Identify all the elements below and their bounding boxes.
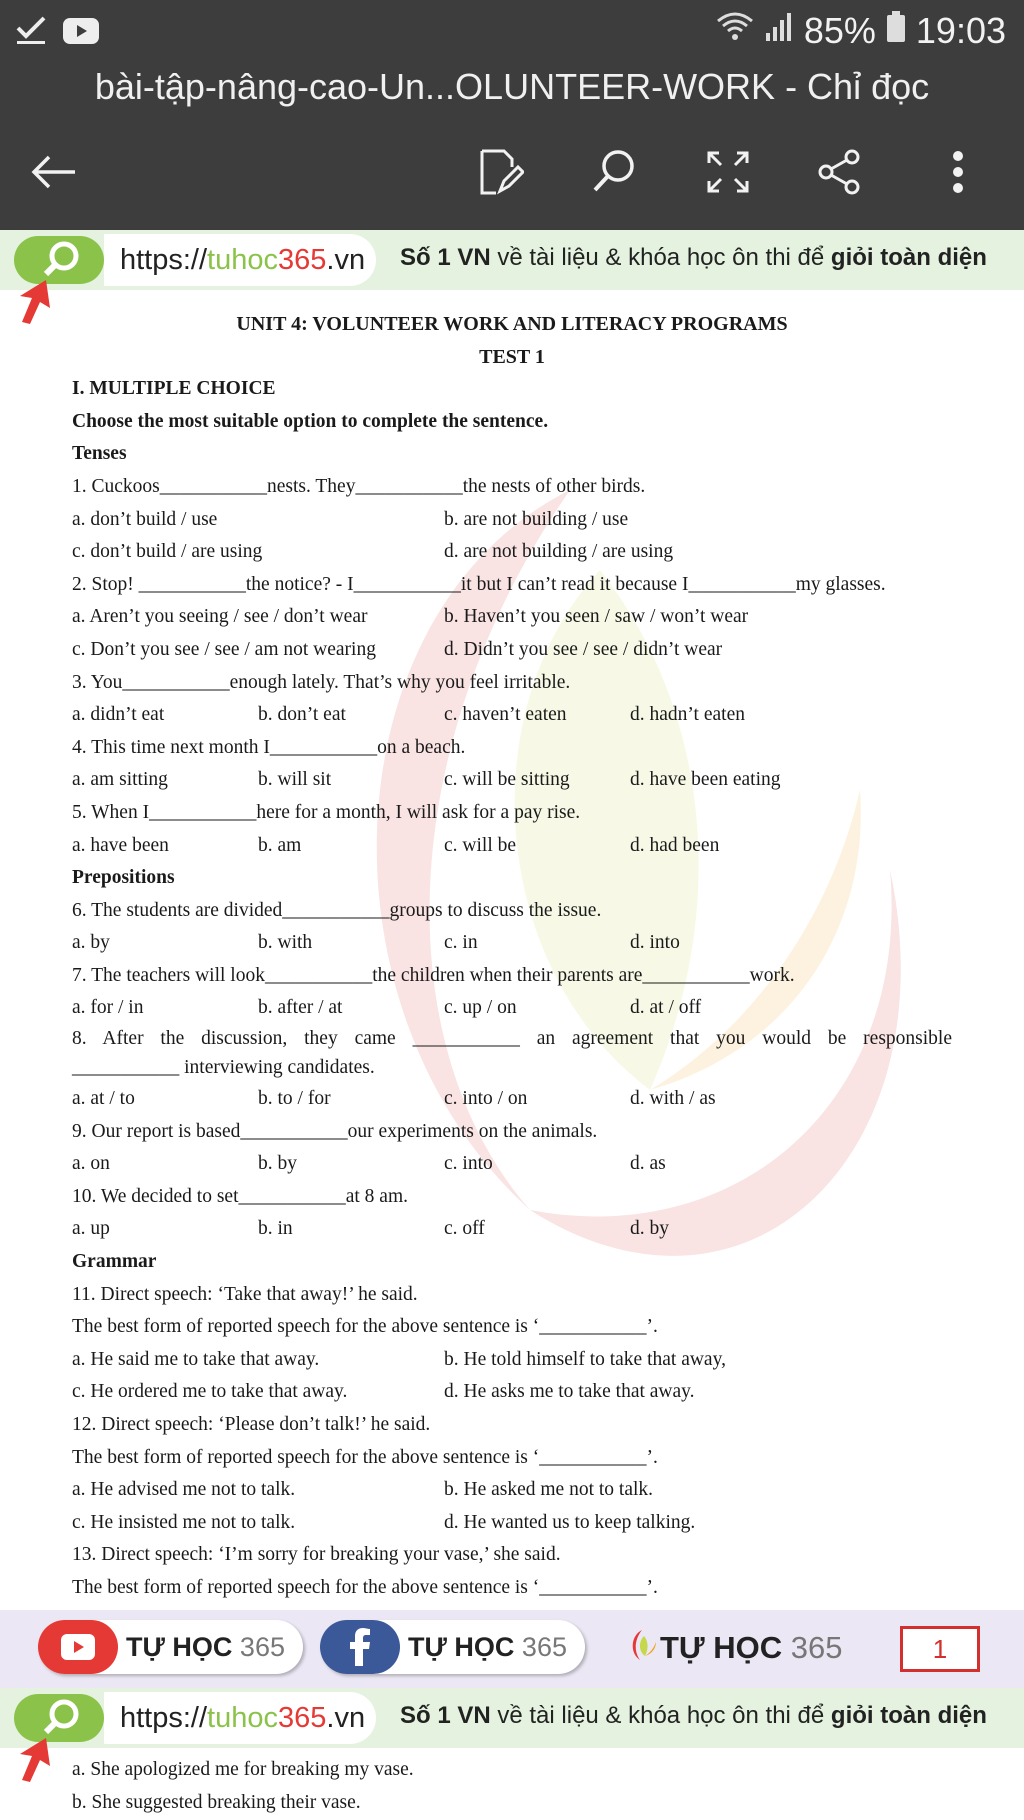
cursor-arrow-icon [14, 1734, 54, 1784]
option-b: b. He told himself to take that away, [444, 1348, 726, 1370]
tagline-text: về tài liệu & khóa học ôn thi để [490, 1702, 831, 1729]
battery-icon [886, 10, 906, 52]
site-banner [0, 1688, 1024, 1748]
option-a: a. He said me to take that away. [72, 1348, 320, 1370]
toolbar [0, 140, 1024, 204]
option-d: d. at / off [630, 997, 702, 1019]
option-d: d. are not building / are using [444, 541, 674, 563]
option-b: b. am [258, 834, 302, 856]
option-a: a. at / to [72, 1088, 135, 1110]
option-c: c. He insisted me not to talk. [72, 1511, 296, 1533]
question-11-prompt: The best form of reported speech for the above sentence is ‘___________’. [72, 1316, 658, 1338]
site-banner [0, 230, 1024, 290]
back-arrow-icon [29, 152, 79, 192]
question-11: 11. Direct speech: ‘Take that away!’ he said. [72, 1283, 418, 1305]
site-url[interactable] [104, 1692, 376, 1744]
option-a: a. on [72, 1153, 110, 1175]
question-7-options [72, 992, 952, 1025]
option-a: a. have been [72, 834, 169, 856]
facebook-icon [320, 1620, 400, 1674]
question-5: 5. When I___________here for a month, I will ask for a pay rise. [72, 801, 581, 823]
youtube-badge-label [118, 1632, 303, 1663]
option-c: c. in [444, 932, 478, 954]
option-a: a. up [72, 1218, 110, 1240]
url-suffix: .vn [326, 243, 366, 276]
option-c: c. Don’t you see / see / am not wearing [72, 638, 376, 660]
question-6-options [72, 927, 952, 960]
brand-number: 365 [790, 1630, 843, 1665]
fullscreen-button[interactable] [696, 140, 760, 204]
cursor-arrow-icon [14, 276, 54, 326]
search-button[interactable] [582, 140, 646, 204]
expand-icon [705, 149, 751, 195]
banner-tagline [400, 244, 987, 272]
tagline-bold-1: Số 1 VN [400, 1702, 491, 1729]
clock: 19:03 [915, 10, 1006, 51]
option-d: d. He asks me to take that away. [444, 1381, 695, 1403]
option-d: d. Didn’t you see / see / didn’t wear [444, 638, 723, 660]
banner-tagline [400, 1702, 987, 1730]
question-5-options [72, 830, 952, 863]
option-a: a. He advised me not to talk. [72, 1479, 296, 1501]
option-b: b. are not building / use [444, 508, 629, 530]
brand-bold: TỰ HỌC [408, 1631, 515, 1662]
option-c: c. into / on [444, 1088, 528, 1110]
option-a: a. am sitting [72, 769, 168, 791]
test-title: TEST 1 [479, 345, 545, 368]
option-d: d. He wanted us to keep talking. [444, 1511, 696, 1533]
option-c: c. He ordered me to take that away. [72, 1381, 348, 1403]
question-10-options [72, 1213, 952, 1246]
question-1: 1. Cuckoos___________nests. They___________the nests of other birds. [72, 475, 646, 497]
question-8-options [72, 1083, 952, 1116]
option-d: d. hadn’t eaten [630, 704, 745, 726]
back-button[interactable] [22, 140, 86, 204]
more-vertical-icon [950, 149, 966, 195]
subheading-tenses: Tenses [72, 443, 127, 465]
question-3: 3. You___________enough lately. That’s why you feel irritable. [72, 671, 571, 693]
question-12-options-row1 [72, 1474, 952, 1507]
document-content [72, 308, 952, 1605]
youtube-channel-badge[interactable] [38, 1620, 303, 1674]
question-12-options-row2 [72, 1507, 952, 1540]
section-heading: I. MULTIPLE CHOICE [72, 378, 276, 400]
document-title: bài-tập-nâng-cao-Un...OLUNTEER-WORK - Chỉ đọc [94, 66, 930, 107]
option-d: d. have been eating [630, 769, 781, 791]
option-b: b. don’t eat [258, 704, 346, 726]
facebook-page-badge[interactable] [320, 1620, 585, 1674]
option-a: a. Aren’t you seeing / see / don’t wear [72, 606, 368, 628]
document-page-1 [0, 230, 1024, 1610]
question-13-prompt: The best form of reported speech for the above sentence is ‘___________’. [72, 1576, 658, 1598]
edit-document-icon [476, 147, 524, 197]
tuhoc-logo-icon [626, 1628, 660, 1662]
tagline-bold-1: Số 1 VN [400, 244, 491, 271]
question-3-options [72, 699, 952, 732]
wifi-icon [716, 10, 754, 52]
share-button[interactable] [808, 140, 872, 204]
question-12-prompt: The best form of reported speech for the above sentence is ‘___________’. [72, 1446, 658, 1468]
option-b: b. in [258, 1218, 293, 1240]
check-download-icon [14, 12, 48, 55]
app-bar [0, 0, 1024, 230]
url-prefix: https:// [120, 243, 208, 276]
url-site: tuhoc [207, 243, 278, 276]
option-c: c. will be [444, 834, 517, 856]
url-prefix: https:// [120, 1701, 208, 1734]
option-c: c. into [444, 1153, 493, 1175]
option-a: a. don’t build / use [72, 508, 218, 530]
question-1-options-row2 [72, 536, 952, 569]
question-11-options-row2 [72, 1376, 952, 1409]
option-d: d. with / as [630, 1088, 716, 1110]
option-d: d. as [630, 1153, 666, 1175]
tagline-text: về tài liệu & khóa học ôn thi để [490, 244, 831, 271]
question-9: 9. Our report is based___________our experiments on the animals. [72, 1120, 598, 1142]
url-suffix: .vn [326, 1701, 366, 1734]
option-b: b. after / at [258, 997, 343, 1019]
url-number: 365 [278, 1701, 327, 1734]
option-a: a. didn’t eat [72, 704, 165, 726]
more-options-button[interactable] [926, 140, 990, 204]
option-c: c. up / on [444, 997, 517, 1019]
option-d: d. into [630, 932, 680, 954]
brand-number: 365 [239, 1631, 285, 1662]
question-8-line-2: ___________ interviewing candidates. [72, 1057, 375, 1079]
question-11-options-row1 [72, 1344, 952, 1377]
question-2-options-row1 [72, 601, 952, 634]
option-d: d. had been [630, 834, 720, 856]
page-2-content [72, 1754, 952, 1819]
youtube-icon [38, 1620, 118, 1674]
option-b: b. with [258, 932, 313, 954]
question-8-line-1: 8. After the discussion, they came ___________ an agreement that you would be responsible [72, 1028, 952, 1050]
question-2: 2. Stop! ___________the notice? - I___________it but I can’t read it because I___________my glasses. [72, 573, 886, 595]
brand-bold: TỰ HỌC [126, 1631, 233, 1662]
brand-number: 365 [521, 1631, 567, 1662]
battery-percent: 85% [803, 10, 876, 51]
option-b: b. He asked me not to talk. [444, 1479, 654, 1501]
status-bar [0, 10, 1024, 56]
search-icon [590, 148, 638, 196]
unit-title: UNIT 4: VOLUNTEER WORK AND LITERACY PROGRAMS [236, 313, 788, 335]
question-7: 7. The teachers will look___________the children when their parents are___________work. [72, 964, 795, 986]
page-footer [0, 1610, 1024, 1688]
question-4-options [72, 764, 952, 797]
option-c: c. haven’t eaten [444, 704, 567, 726]
option-a: a. for / in [72, 997, 144, 1019]
option-c: c. will be sitting [444, 769, 570, 791]
option-b: b. by [258, 1153, 297, 1175]
brand-bold: TỰ HỌC [660, 1630, 783, 1665]
question-12: 12. Direct speech: ‘Please don’t talk!’ he said. [72, 1414, 431, 1435]
question-10: 10. We decided to set___________at 8 am. [72, 1185, 409, 1207]
share-icon [816, 148, 864, 196]
question-6: 6. The students are divided___________groups to discuss the issue. [72, 899, 602, 921]
site-url[interactable] [104, 234, 376, 286]
option-b: b. will sit [258, 769, 332, 791]
url-number: 365 [278, 243, 327, 276]
tagline-bold-2: giỏi toàn diện [830, 1702, 987, 1729]
option-c: c. off [444, 1218, 485, 1240]
question-1-options-row1 [72, 504, 952, 537]
instruction: Choose the most suitable option to complete the sentence. [72, 410, 549, 432]
tuhoc365-logo [626, 1628, 843, 1666]
question-2-options-row2 [72, 634, 952, 667]
signal-icon [764, 10, 794, 52]
tagline-bold-2: giỏi toàn diện [830, 244, 987, 271]
edit-button[interactable] [468, 140, 532, 204]
question-4: 4. This time next month I___________on a beach. [72, 736, 466, 758]
option-b: b. to / for [258, 1088, 331, 1110]
option-c: c. don’t build / are using [72, 541, 263, 563]
youtube-notification-icon [62, 13, 100, 55]
question-13: 13. Direct speech: ‘I’m sorry for breaking your vase,’ she said. [72, 1544, 561, 1566]
facebook-badge-label [400, 1632, 585, 1663]
url-site: tuhoc [207, 1701, 278, 1734]
document-page-2 [0, 1688, 1024, 1820]
option-a: a. by [72, 932, 110, 954]
option-d: d. by [630, 1218, 669, 1240]
subheading-grammar: Grammar [72, 1251, 157, 1273]
subheading-prepositions: Prepositions [72, 867, 175, 889]
question-13-option-b: b. She suggested breaking their vase. [72, 1791, 361, 1813]
question-13-option-a: a. She apologized me for breaking my vase. [72, 1759, 414, 1780]
page-number: 1 [900, 1626, 980, 1672]
question-9-options [72, 1148, 952, 1181]
option-b: b. Haven’t you seen / saw / won’t wear [444, 606, 749, 628]
